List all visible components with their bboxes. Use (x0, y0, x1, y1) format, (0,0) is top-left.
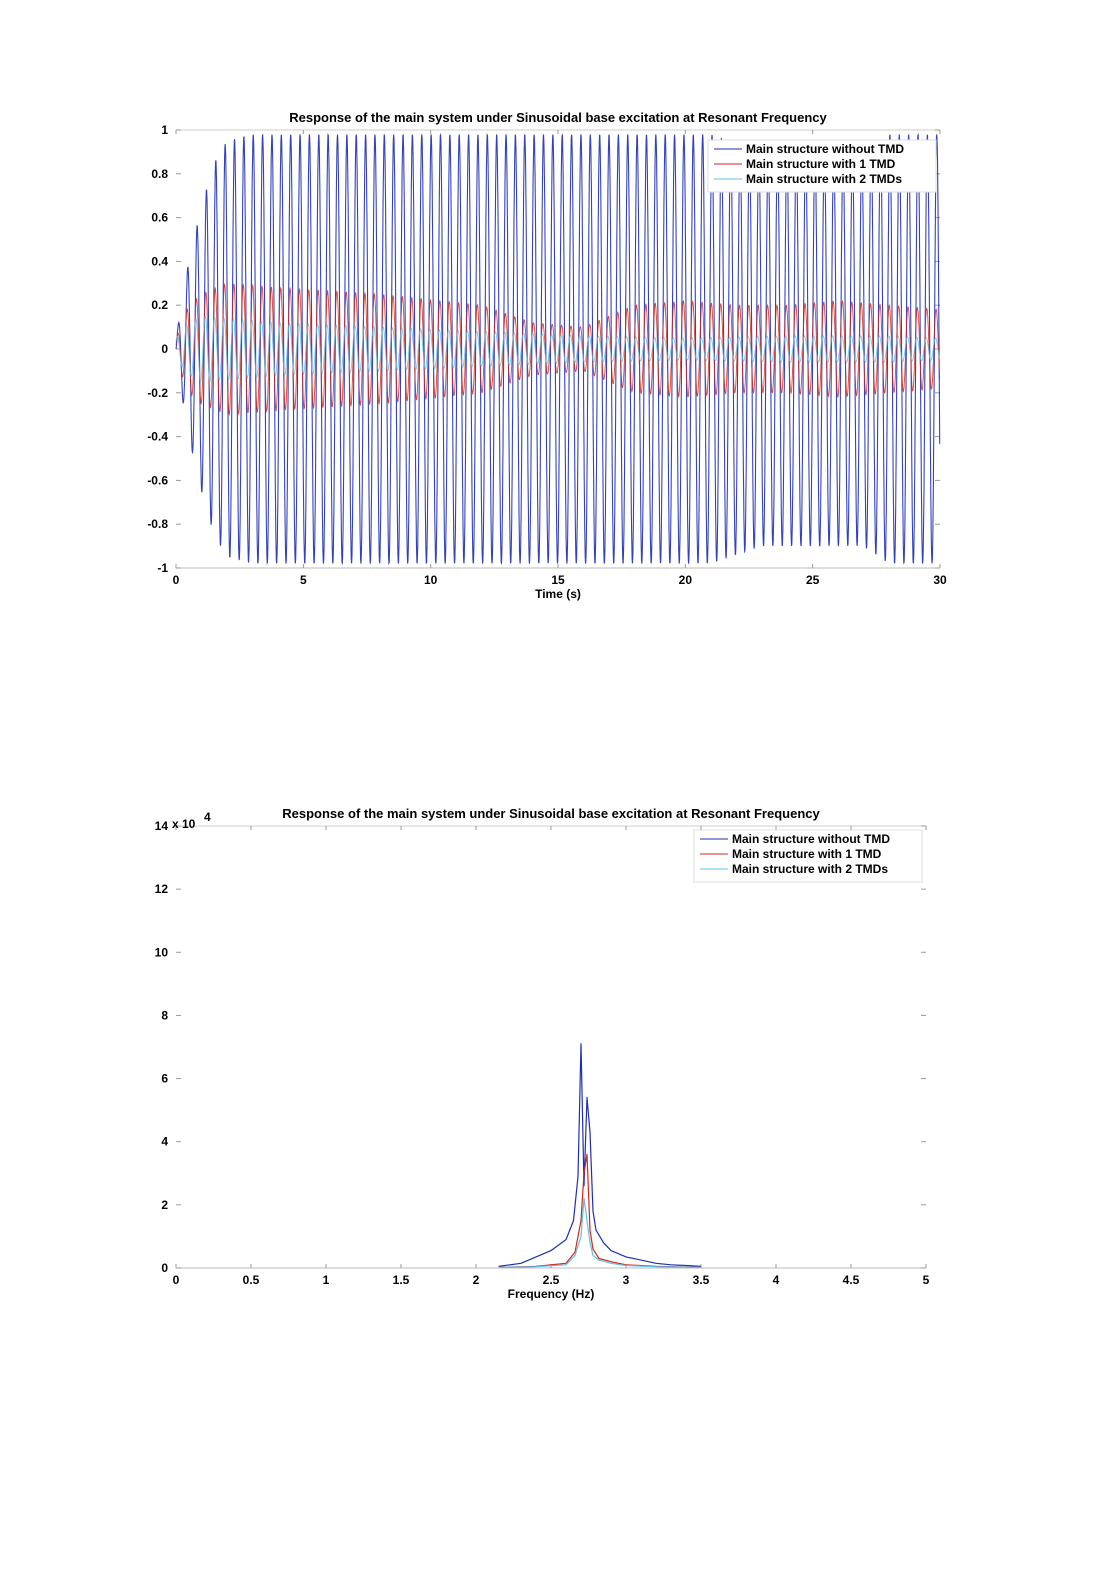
chart-title: Response of the main system under Sinusoidal base excitation at Resonant Frequency (282, 806, 820, 821)
x-tick-label: 1 (322, 1273, 330, 1287)
x-axis-label: Frequency (Hz) (507, 1287, 595, 1301)
x-tick-label: 10 (423, 573, 438, 587)
y-tick-label: 2 (161, 1197, 168, 1212)
time-response-chart (0, 100, 1096, 620)
y-tick-label: 8 (161, 1008, 168, 1023)
y-tick-label: 0.4 (151, 254, 168, 269)
x-tick-label: 20 (678, 573, 693, 587)
x-axis-label: Time (s) (535, 587, 581, 601)
y-tick-label: 0 (161, 342, 168, 356)
frequency-response-chart (0, 800, 1096, 1340)
x-tick-label: 0 (172, 1273, 180, 1287)
y-tick-label: -0.4 (147, 429, 168, 444)
y-tick-label: -1 (157, 561, 168, 575)
legend-entry: Main structure without TMD (732, 832, 890, 846)
x-tick-label: 30 (933, 573, 947, 587)
time-response-plot (0, 100, 1096, 620)
legend-entry: Main structure with 2 TMDs (746, 172, 903, 186)
x-tick-label: 2.5 (542, 1273, 560, 1287)
series-line (499, 1154, 702, 1267)
legend-entry: Main structure with 1 TMD (732, 847, 882, 861)
x-tick-label: 0.5 (242, 1273, 260, 1287)
y-scale-exponent: 4 (204, 810, 211, 824)
x-tick-label: 3 (622, 1273, 630, 1287)
y-tick-label: 0.2 (151, 298, 168, 313)
y-tick-label: 12 (154, 882, 168, 897)
y-tick-label: -0.6 (147, 473, 168, 488)
y-tick-label: 6 (161, 1071, 168, 1086)
series-line (499, 1044, 702, 1267)
y-tick-label: -0.8 (147, 517, 168, 532)
x-tick-label: 1.5 (392, 1273, 410, 1287)
chart-title: Response of the main system under Sinusoidal base excitation at Resonant Frequency (289, 110, 827, 125)
x-tick-label: 5 (299, 573, 307, 587)
legend-entry: Main structure with 2 TMDs (732, 862, 889, 876)
x-tick-label: 2 (472, 1273, 480, 1287)
y-tick-label: 10 (154, 945, 168, 960)
y-tick-label: 0.8 (151, 166, 168, 181)
x-tick-label: 3.5 (692, 1273, 710, 1287)
y-tick-label: 4 (161, 1134, 168, 1149)
x-tick-label: 0 (172, 573, 180, 587)
legend-entry: Main structure without TMD (746, 142, 904, 156)
x-tick-label: 25 (805, 573, 820, 587)
legend-entry: Main structure with 1 TMD (746, 157, 896, 171)
x-tick-label: 5 (922, 1273, 930, 1287)
y-tick-label: 0.6 (151, 210, 168, 225)
x-tick-label: 15 (551, 573, 565, 587)
x-tick-label: 4.5 (842, 1273, 860, 1287)
y-tick-label: 0 (161, 1261, 168, 1275)
x-tick-label: 4 (772, 1273, 780, 1287)
y-tick-label: -0.2 (147, 385, 168, 400)
y-tick-label: 14 (154, 819, 168, 833)
y-tick-label: 1 (161, 123, 168, 137)
y-scale-label: x 10 (172, 817, 196, 831)
series-line (499, 1199, 702, 1268)
frequency-response-plot (0, 800, 1096, 1340)
